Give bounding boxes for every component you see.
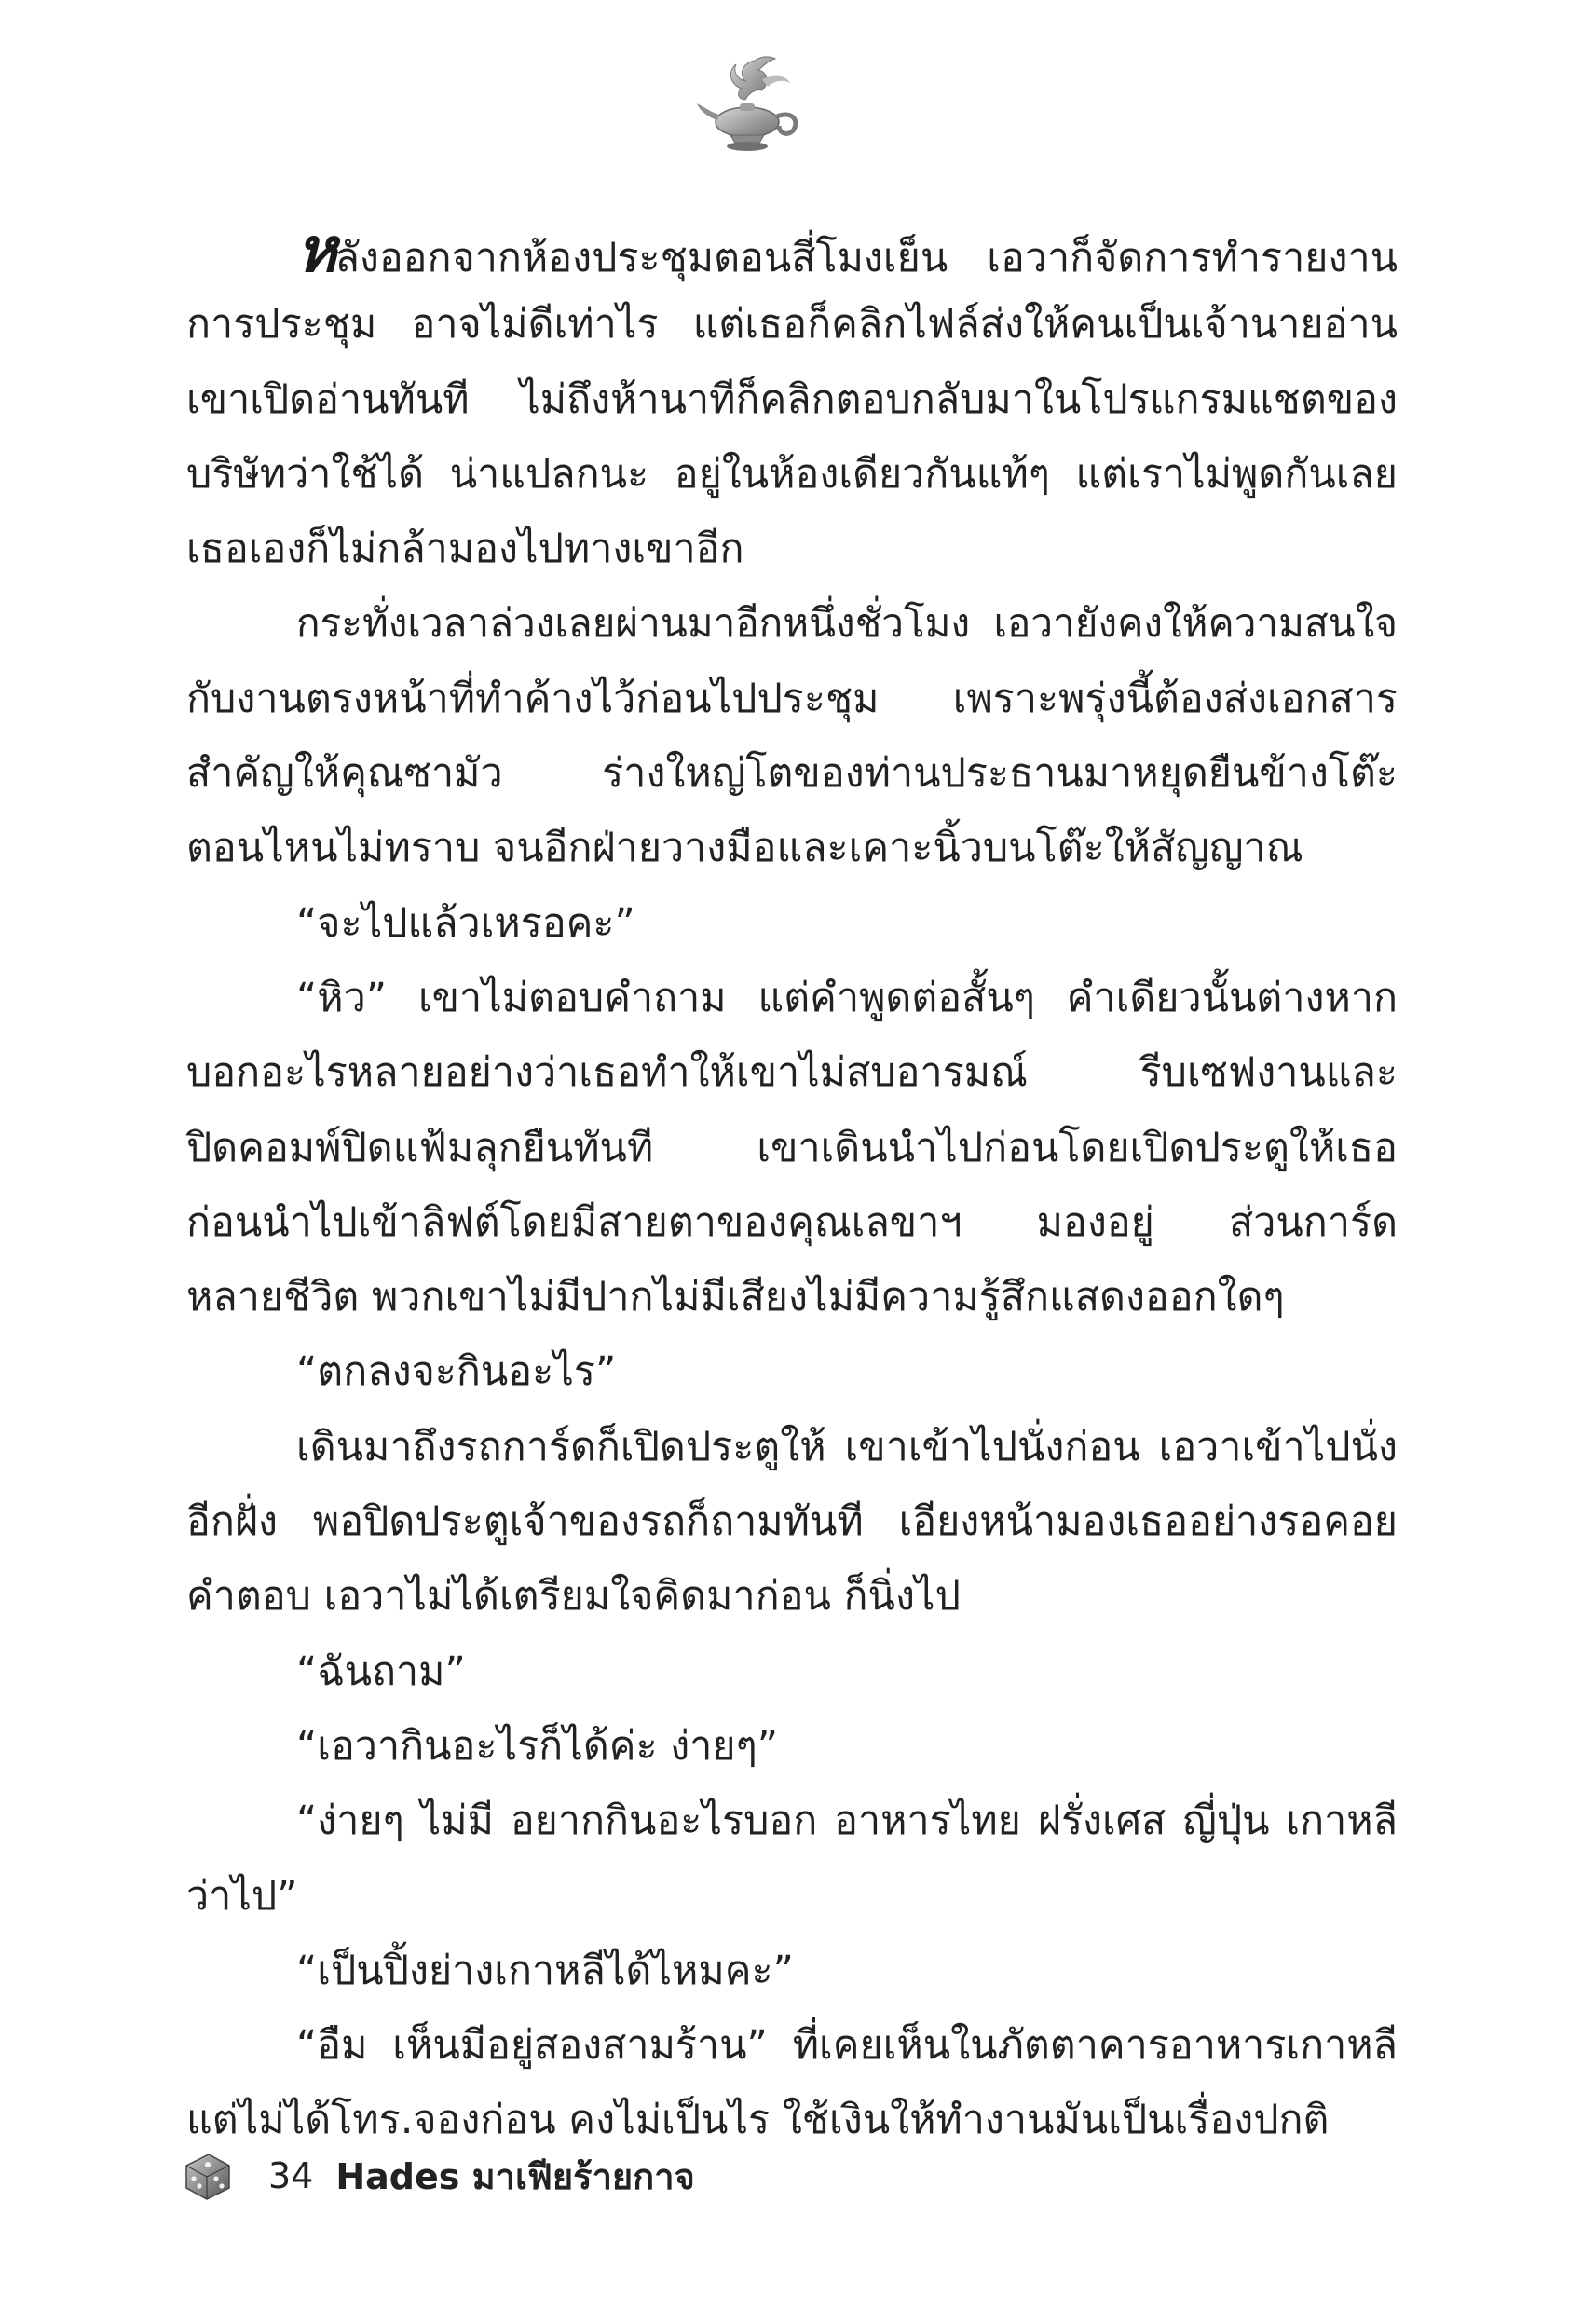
text-line <box>186 362 1398 437</box>
text-line <box>186 1934 1398 2008</box>
text-line-content: “ตกลงจะกินอะไร” <box>296 1348 617 1396</box>
text-line <box>186 811 1398 885</box>
text-line-content: ว่าไป” <box>186 1872 298 1920</box>
text-line-content: สำคัญให้คุณซามัว ร่างใหญ่โตของท่านประธานมาหยุดยืนข้างโต๊ะ <box>186 750 1398 798</box>
text-line-content: “จะไปแล้วเหรอคะ” <box>296 899 635 947</box>
text-line-content: ลังออกจากห้องประชุมตอนสี่โมงเย็น เอวาก็จัดการทำรายงาน <box>334 235 1398 281</box>
text-line-content: “ฉันถาม” <box>296 1648 466 1695</box>
drop-cap: ห <box>296 213 335 286</box>
text-line <box>186 212 1398 287</box>
text-line <box>186 586 1398 661</box>
text-line-content: เดินมาถึงรถการ์ดก็เปิดประตูให้ เขาเข้าไปนั่งก่อน เอวาเข้าไปนั่ง <box>296 1423 1398 1470</box>
text-line <box>186 1334 1398 1409</box>
text-line <box>186 1784 1398 1858</box>
text-line-content: บอกอะไรหลายอย่างว่าเธอทำให้เขาไม่สบอารมณ์ รีบเซฟงานและ <box>186 1049 1398 1097</box>
text-line <box>186 512 1398 586</box>
genie-lamp-icon <box>689 51 820 163</box>
text-line-content: ตอนไหนไม่ทราบ จนอีกฝ่ายวางมือและเคาะนิ้วบนโต๊ะให้สัญญาณ <box>186 825 1303 872</box>
text-line <box>186 2008 1398 2083</box>
text-line <box>186 662 1398 736</box>
text-line-content: หลายชีวิต พวกเขาไม่มีปากไม่มีเสียงไม่มีความรู้สึกแสดงออกใดๆ <box>186 1274 1285 1321</box>
text-line <box>186 961 1398 1035</box>
text-line <box>186 1260 1398 1334</box>
text-line <box>186 437 1398 512</box>
text-line <box>186 1709 1398 1784</box>
text-line-content: กระทั่งเวลาล่วงเลยผ่านมาอีกหนึ่งชั่วโมง เอวายังคงให้ความสนใจ <box>296 600 1398 647</box>
text-line <box>186 886 1398 961</box>
body-text <box>186 212 1398 2158</box>
text-line-content: “เอวากินอะไรก็ได้ค่ะ ง่ายๆ” <box>296 1722 778 1770</box>
text-line-content: ปิดคอมพ์ปิดแฟ้มลุกยืนทันที เขาเดินนำไปก่อนโดยเปิดประตูให้เธอ <box>186 1124 1398 1171</box>
text-line <box>186 1111 1398 1185</box>
text-line <box>186 1859 1398 1934</box>
text-line-content: “เป็นปิ้งย่างเกาหลีได้ไหมคะ” <box>296 1947 794 1994</box>
text-line-content: เขาเปิดอ่านทันที ไม่ถึงห้านาทีก็คลิกตอบกลับมาในโปรแกรมแชตของ <box>186 376 1398 423</box>
dice-icon <box>177 2147 235 2205</box>
text-line <box>186 1559 1398 1634</box>
text-line-content: “ง่ายๆ ไม่มี อยากกินอะไรบอก อาหารไทย ฝรั่งเศส ญี่ปุ่น เกาหลี <box>296 1798 1398 1845</box>
text-line-content: คำตอบ เอวาไม่ได้เตรียมใจคิดมาก่อน ก็นิ่งไป <box>186 1573 961 1620</box>
text-line-content: เธอเองก็ไม่กล้ามองไปทางเขาอีก <box>186 526 744 573</box>
text-line <box>186 1634 1398 1709</box>
text-line-content: การประชุม อาจไม่ดีเท่าไร แต่เธอก็คลิกไฟล์ส่งให้คนเป็นเจ้านายอ่าน <box>186 301 1398 349</box>
text-line <box>186 287 1398 362</box>
page-number: 34 <box>268 2155 314 2196</box>
page-footer <box>177 2143 695 2208</box>
text-line-content: กับงานตรงหน้าที่ทำค้างไว้ก่อนไปประชุม เพราะพรุ่งนี้ต้องส่งเอกสาร <box>186 675 1398 722</box>
book-title: Hades มาเฟียร้ายกาจ <box>335 2155 695 2197</box>
text-line <box>186 1185 1398 1260</box>
text-line <box>186 1410 1398 1484</box>
text-line <box>186 1035 1398 1110</box>
text-line-content: แต่ไม่ได้โทร.จองก่อน คงไม่เป็นไร ใช้เงินให้ทำงานมันเป็นเรื่องปกติ <box>186 2097 1330 2144</box>
text-line <box>186 736 1398 811</box>
text-line-content: “หิว” เขาไม่ตอบคำถาม แต่คำพูดต่อสั้นๆ คำเดียวนั้นต่างหาก <box>296 974 1398 1021</box>
text-line-content: บริษัทว่าใช้ได้ น่าแปลกนะ อยู่ในห้องเดียวกันแท้ๆ แต่เราไม่พูดกันเลย <box>186 450 1398 498</box>
text-line-content: อีกฝั่ง พอปิดประตูเจ้าของรถก็ถามทันที เอียงหน้ามองเธออย่างรอคอย <box>186 1498 1398 1546</box>
text-line-content: ก่อนนำไปเข้าลิฟต์โดยมีสายตาของคุณเลขาฯ มองอยู่ ส่วนการ์ด <box>186 1198 1398 1246</box>
text-line-content: “อืม เห็นมีอยู่สองสามร้าน” ที่เคยเห็นในภัตตาคารอาหารเกาหลี <box>296 2022 1398 2070</box>
text-line <box>186 1484 1398 1559</box>
